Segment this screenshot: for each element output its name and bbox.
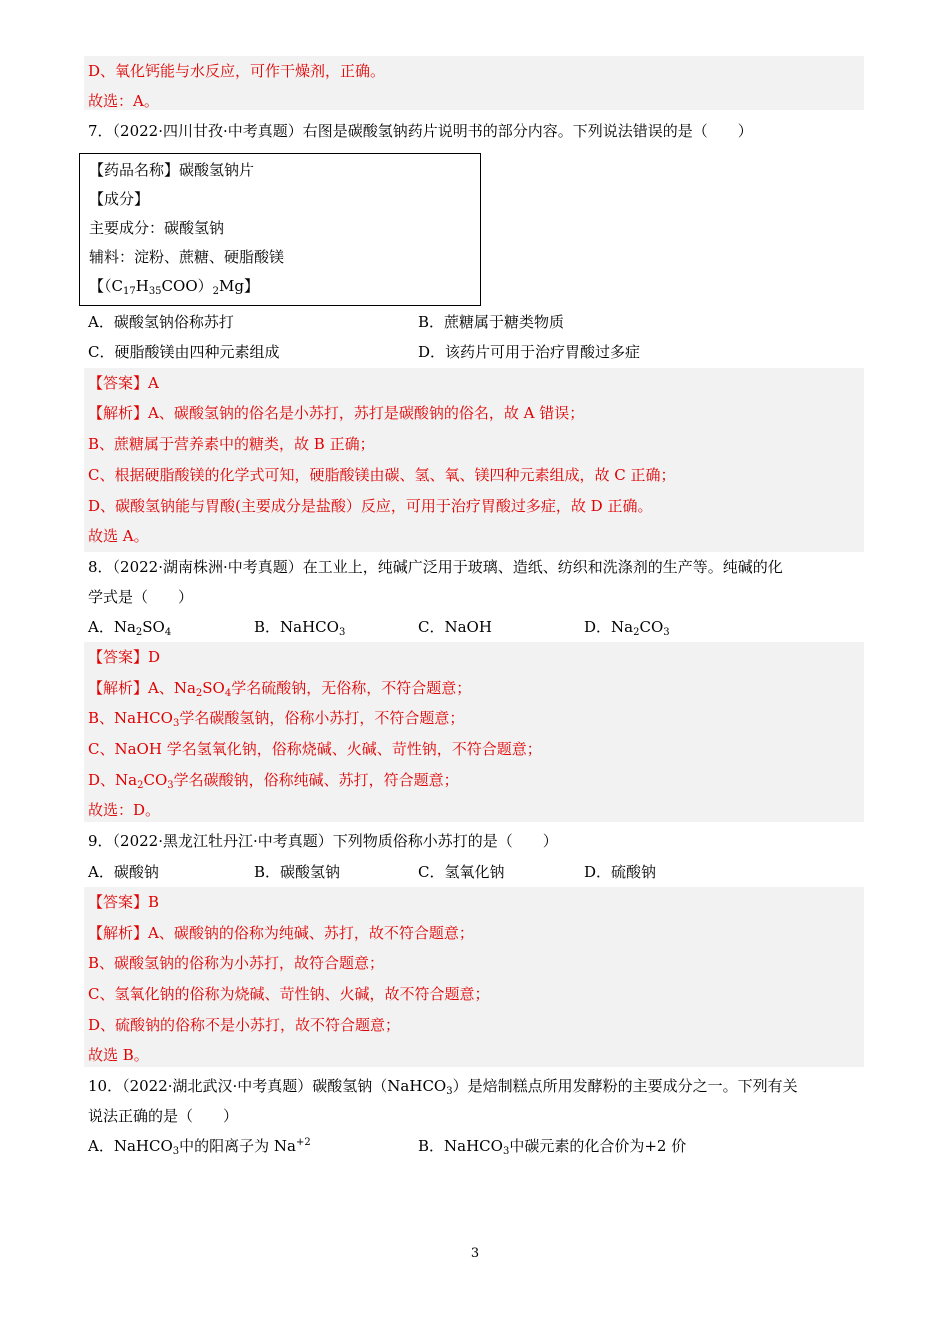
box-line: 【药品名称】碳酸氢钠片 <box>89 161 255 179</box>
medicine-label-box <box>79 153 481 306</box>
analysis-line: 故选：A。 <box>88 92 159 110</box>
answer: 【答案】A <box>88 374 159 392</box>
analysis-line: B、蔗糖属于营养素中的糖类，故 B 正确； <box>88 435 375 453</box>
option-c: C．NaOH <box>418 618 492 636</box>
box-line: 辅料：淀粉、蔗糖、硬脂酸镁 <box>89 248 285 266</box>
analysis-line: D、氧化钙能与水反应，可作干燥剂，正确。 <box>88 62 386 80</box>
question-8-stem: 8．（2022·湖南株洲·中考真题）在工业上，纯碱广泛用于玻璃、造纸、纺织和洗涤剂的生产等。纯碱的化 <box>88 558 783 576</box>
analysis-line: B、碳酸氢钠的俗称为小苏打，故符合题意； <box>88 954 385 972</box>
question-8-stem-cont: 学式是（ ） <box>88 588 194 606</box>
analysis-line: C、氢氧化钠的俗称为烧碱、苛性钠、火碱，故不符合题意； <box>88 985 490 1003</box>
option-b: B．NaHCO$_3$中碳元素的化合价为+2 价 <box>418 1137 687 1157</box>
option-c: C．氢氧化钠 <box>418 863 505 881</box>
option-c: C．硬脂酸镁由四种元素组成 <box>88 343 280 361</box>
option-b: B．蔗糖属于糖类物质 <box>418 313 565 331</box>
box-line: 主要成分：碳酸氢钠 <box>89 219 225 237</box>
box-line: 【成分】 <box>89 190 150 208</box>
question-10-stem: 10．（2022·湖北武汉·中考真题）碳酸氢钠（NaHCO$_3$）是焙制糕点所用发酵粉的主要成分之一。下列有关 <box>88 1077 798 1097</box>
analysis-line: 【解析】A、$Na_2SO_4$学名硫酸钠，无俗称，不符合题意； <box>88 679 472 699</box>
analysis-line: C、NaOH 学名氢氧化钠，俗称烧碱、火碱、苛性钠，不符合题意； <box>88 740 542 758</box>
option-d: D．硫酸钠 <box>584 863 657 881</box>
analysis-line: 【解析】A、碳酸氢钠的俗名是小苏打，苏打是碳酸钠的俗名，故 A 错误； <box>88 404 585 422</box>
option-d: D．$Na_2CO_3$ <box>584 618 670 638</box>
question-9-stem: 9．（2022·黑龙江牡丹江·中考真题）下列物质俗称小苏打的是（ ） <box>88 832 558 850</box>
analysis-line: D、硫酸钠的俗称不是小苏打，故不符合题意； <box>88 1016 401 1034</box>
option-a: A．碳酸钠 <box>88 863 159 881</box>
analysis-line: D、碳酸氢钠能与胃酸(主要成分是盐酸）反应，可用于治疗胃酸过多症，故 D 正确。 <box>88 497 653 515</box>
analysis-line: C、根据硬脂酸镁的化学式可知，硬脂酸镁由碳、氢、氧、镁四种元素组成，故 C 正确； <box>88 466 676 484</box>
option-a: A．碳酸氢钠俗称苏打 <box>88 313 234 331</box>
question-10-stem-cont: 说法正确的是（ ） <box>88 1107 239 1125</box>
option-b: B．碳酸氢钠 <box>254 863 341 881</box>
option-d: D．该药片可用于治疗胃酸过多症 <box>418 343 641 361</box>
analysis-line: 故选 A。 <box>88 527 149 545</box>
analysis-line: 故选 B。 <box>88 1046 149 1064</box>
box-formula-line: 【$(C_{17}H_{35}COO)_2Mg$】 <box>89 277 259 297</box>
analysis-line: 【解析】A、碳酸钠的俗称为纯碱、苏打，故不符合题意； <box>88 924 474 942</box>
answer: 【答案】B <box>88 893 160 911</box>
option-a: A．$Na_2SO_4$ <box>88 618 172 638</box>
page-number: 3 <box>470 1246 480 1261</box>
analysis-line: D、$Na_2CO_3$学名碳酸钠，俗称纯碱、苏打，符合题意； <box>88 771 459 791</box>
option-a: A．NaHCO$_3$中的阳离子为 $Na^{+2}$ <box>88 1137 311 1157</box>
analysis-line: 故选：D。 <box>88 801 161 819</box>
option-b: B．NaHCO$_3$ <box>254 618 346 638</box>
question-7-stem: 7．（2022·四川甘孜·中考真题）右图是碳酸氢钠药片说明书的部分内容。下列说法错误的是（ ） <box>88 122 753 140</box>
answer: 【答案】D <box>88 648 161 666</box>
analysis-line: B、NaHCO$_3$学名碳酸氢钠，俗称小苏打，不符合题意； <box>88 709 465 729</box>
